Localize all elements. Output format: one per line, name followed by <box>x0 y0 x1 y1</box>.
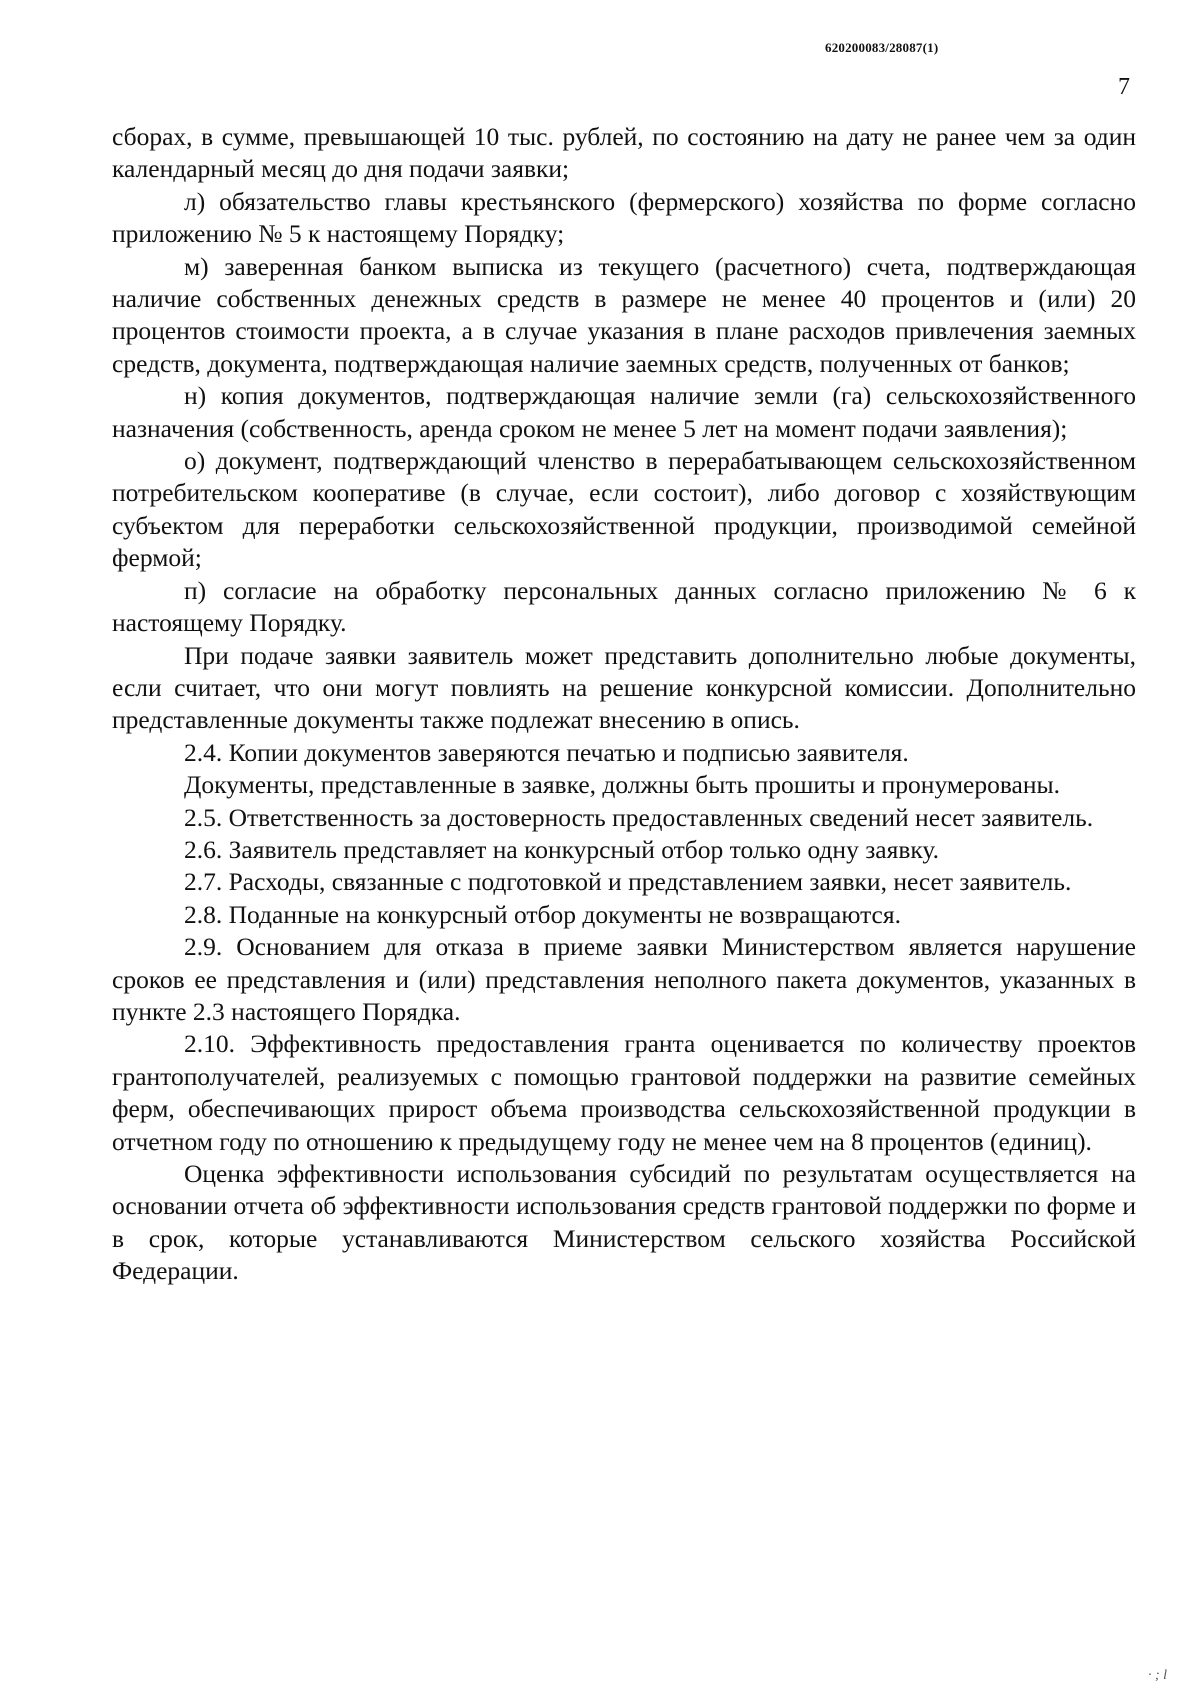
paragraph-2-5: 2.5. Ответственность за достоверность предоставленных сведений несет заявитель. <box>184 802 1094 832</box>
paragraph-evaluation: Оценка эффективности использования субсидий по результатам осуществляется на основании отчета об эффективности использования средств грантовой поддержки по форме и в срок, которые устанавливаются Министерством сельского хозяйства Российской Федерации. <box>112 1159 1136 1286</box>
paragraph-2-4: 2.4. Копии документов заверяются печатью и подписью заявителя. <box>184 737 909 767</box>
paragraph-item-l: л) обязательство главы крестьянского (фермерского) хозяйства по форме согласно приложению № 5 к настоящему Порядку; <box>112 186 1136 249</box>
page-number: 7 <box>1118 74 1130 100</box>
paragraph-binding-numbering: Документы, представленные в заявке, должны быть прошиты и пронумерованы. <box>184 770 1061 800</box>
document-code: 620200083/28087(1) <box>825 40 939 55</box>
document-body <box>112 121 1136 1288</box>
paragraph-continuation: сборах, в сумме, превышающей 10 тыс. рублей, по состоянию на дату не ранее чем за один календарный месяц до дня подачи заявки; <box>112 122 1136 184</box>
paragraph-2-9: 2.9. Основанием для отказа в приеме заявки Министерством является нарушение сроков ее представления и (или) представления неполного пакета документов, указанных в пункте 2.3 настоящего Порядка. <box>112 932 1136 1026</box>
paragraph-item-o: о) документ, подтверждающий членство в перерабатывающем сельскохозяйственном потребительском кооперативе (в случае, если состоит), либо договор с хозяйствующим субъектом для переработки сельскохозяйственной продукции, производимой семейной фермой; <box>112 446 1136 573</box>
paragraph-item-m: м) заверенная банком выписка из текущего (расчетного) счета, подтверждающая наличие собственных денежных средств в размере не менее 40 процентов и (или) 20 процентов стоимости проекта, а в случае указания в плане расходов привлечения заемных средств, документа, подтверждающая наличие заемных средств, полученных от банков; <box>112 251 1136 378</box>
scan-mark: · ; l <box>1148 1668 1168 1683</box>
paragraph-additional-documents: При подаче заявки заявитель может представить дополнительно любые документы, если считает, что они могут повлиять на решение конкурсной комиссии. Дополнительно представленные документы также подлежат внесению в опись. <box>112 640 1136 735</box>
paragraph-2-6: 2.6. Заявитель представляет на конкурсный отбор только одну заявку. <box>184 834 939 864</box>
paragraph-2-7: 2.7. Расходы, связанные с подготовкой и представлением заявки, несет заявитель. <box>184 867 1072 897</box>
paragraph-item-p: п) согласие на обработку персональных данных согласно приложению № 6 к настоящему Порядку. <box>112 575 1136 638</box>
paragraph-2-8: 2.8. Поданные на конкурсный отбор документы не возвращаются. <box>184 899 901 929</box>
paragraph-2-10: 2.10. Эффективность предоставления гранта оценивается по количеству проектов грантополучателей, реализуемых с помощью грантовой поддержки на развитие семейных ферм, обеспечивающих прирост объема производства сельскохозяйственной продукции в отчетном году по отношению к предыдущему году не менее чем на 8 процентов (единиц). <box>112 1029 1136 1156</box>
paragraph-item-n: н) копия документов, подтверждающая наличие земли (га) сельскохозяйственного назначения (собственность, аренда сроком не менее 5 лет на момент подачи заявления); <box>112 381 1136 443</box>
